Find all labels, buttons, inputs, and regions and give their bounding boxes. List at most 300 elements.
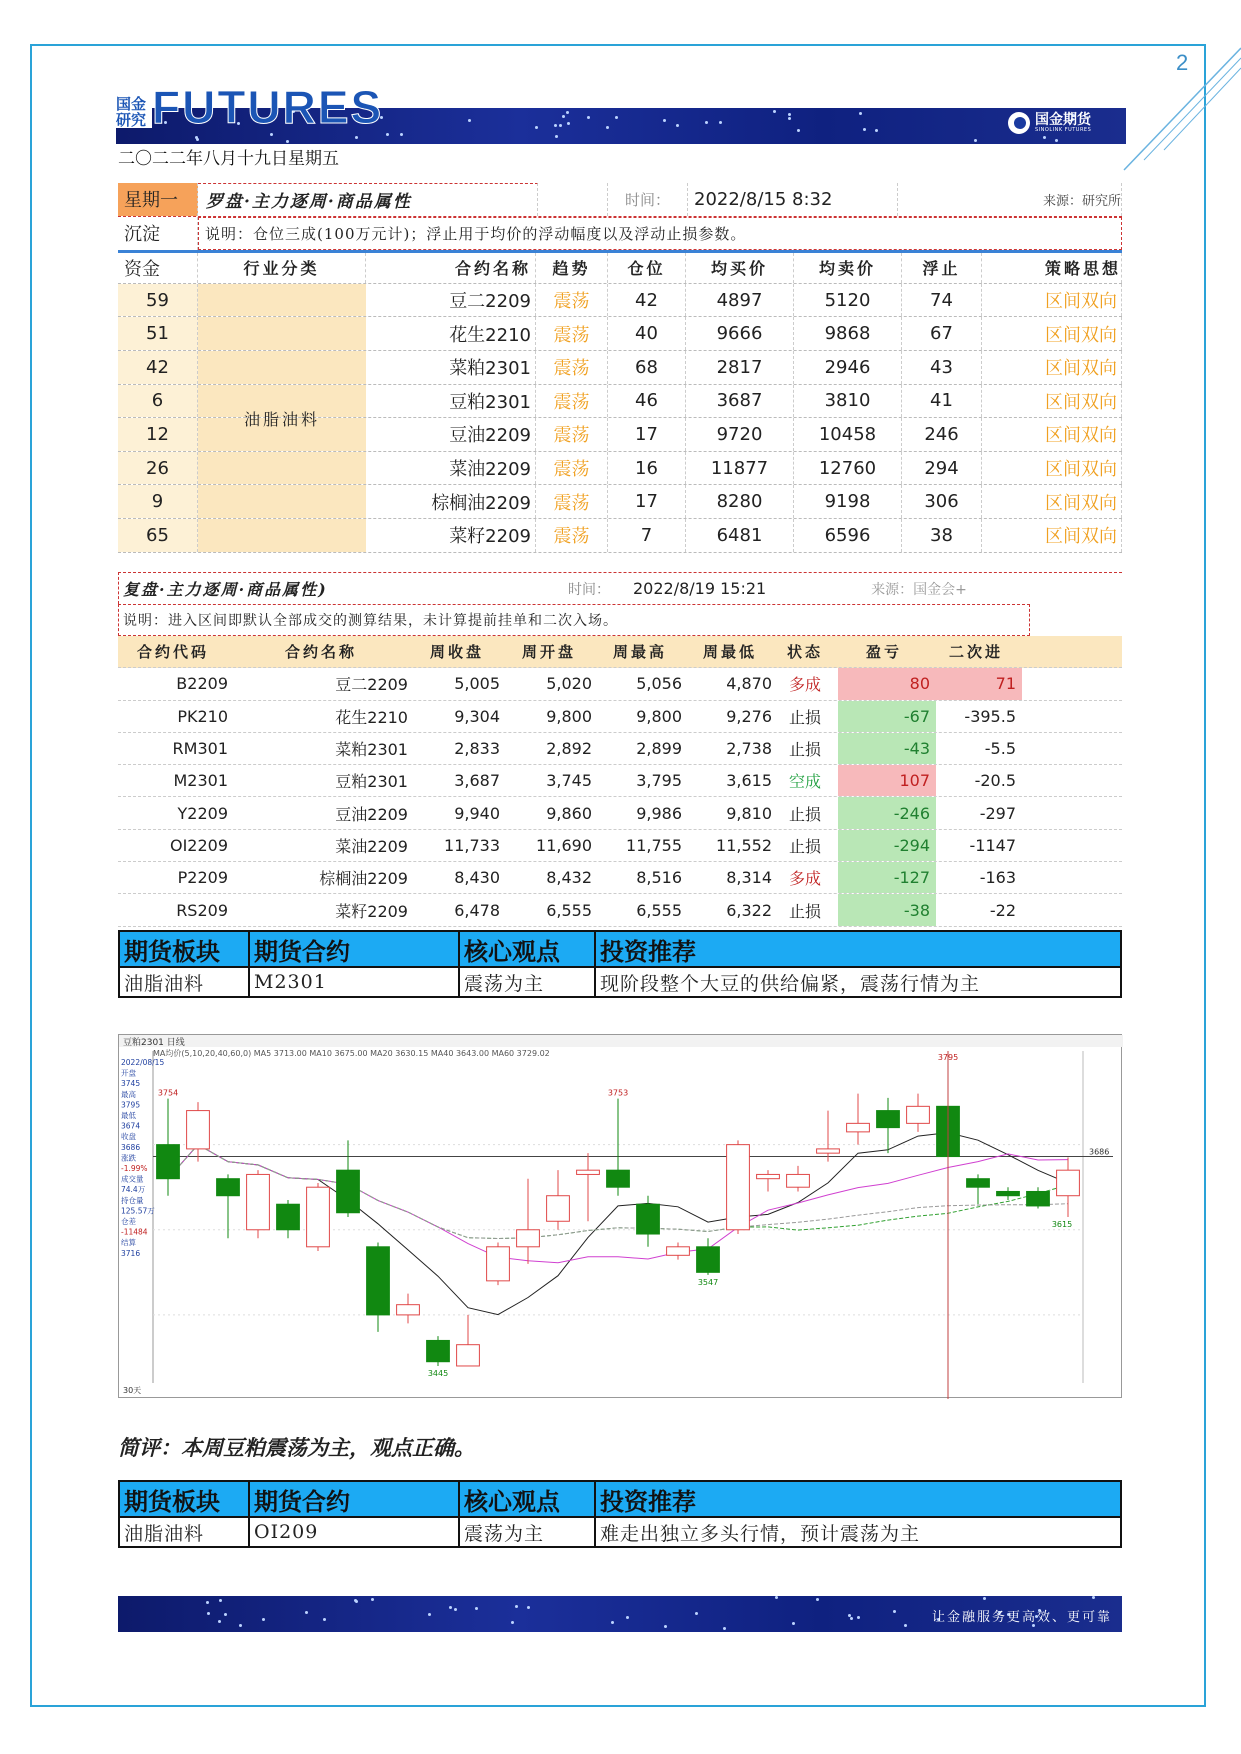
- star-dot: [562, 115, 565, 118]
- cell-close: 6,478: [454, 900, 500, 920]
- cell-trend: 震荡: [536, 485, 608, 518]
- cell-open: 8,432: [546, 868, 592, 888]
- cell-trend: 震荡: [536, 418, 608, 451]
- source: 来源：研究所: [898, 183, 1122, 216]
- table2-note: 说明：进入区间即默认全部成交的测算结果，未计算提前挂单和二次入场。: [118, 604, 1030, 636]
- page-number: 2: [1176, 50, 1189, 75]
- cell-strategy: 区间双向: [982, 385, 1122, 418]
- side-info-item: 125.57万: [121, 1206, 155, 1216]
- star-dot: [567, 122, 570, 125]
- cell-buy: 8280: [686, 485, 794, 518]
- cell-high: 9,986: [636, 803, 682, 823]
- cell-high: 6,555: [636, 900, 682, 920]
- candle-body: [1057, 1170, 1080, 1196]
- s2-contract: OI209: [250, 1518, 460, 1546]
- side-info-item: -1.99%: [121, 1164, 148, 1173]
- star-dot: [206, 1601, 209, 1604]
- candle-body: [607, 1170, 630, 1187]
- cell-close: 5,005: [454, 674, 500, 694]
- table1-row: [118, 351, 1122, 385]
- cell-pnl: 107: [838, 765, 936, 796]
- cell-group-bg: [198, 317, 366, 350]
- table2-row: [118, 862, 1122, 894]
- cell-name: 菜粕2301: [335, 740, 408, 760]
- star-dot: [400, 133, 403, 136]
- cell-group-bg: [198, 385, 366, 418]
- cell-trend: 震荡: [536, 317, 608, 350]
- table2-row: [118, 701, 1122, 733]
- star-dot: [515, 1605, 518, 1608]
- side-info-item: 3745: [121, 1079, 141, 1089]
- side-info-item: 2022/08/15: [121, 1058, 165, 1067]
- star-dot: [449, 1606, 452, 1609]
- side-info-item: 3716: [121, 1248, 141, 1258]
- cell-trend: 震荡: [536, 351, 608, 384]
- cell-stop: 67: [902, 317, 982, 350]
- candle-body: [907, 1106, 930, 1123]
- cell-code: RS209: [176, 900, 228, 920]
- cell-name: 棕榈油2209: [319, 869, 408, 889]
- weekly-compass-table: [118, 183, 1122, 553]
- s2-h-view: 核心观点: [460, 1482, 596, 1516]
- col-trend: 趋势: [536, 253, 608, 283]
- cell-strategy: 区间双向: [982, 418, 1122, 451]
- corner-decoration: [1120, 44, 1241, 174]
- candle-body: [787, 1174, 810, 1187]
- cell-stop: 306: [902, 485, 982, 518]
- candle-body: [397, 1305, 420, 1315]
- cell-sell: 10458: [794, 418, 902, 451]
- cell-second: -163: [979, 868, 1016, 888]
- candle-body: [337, 1170, 360, 1213]
- col-avg-sell: 均卖价: [794, 253, 902, 283]
- cell-status: 多成: [788, 869, 821, 889]
- side-info-item: 涨跌: [121, 1153, 136, 1163]
- cell-fund: 51: [118, 317, 198, 350]
- star-dot: [904, 1624, 907, 1627]
- cell-code: RM301: [172, 739, 228, 759]
- cell-second: -5.5: [984, 739, 1016, 759]
- col-avg-buy: 均买价: [686, 253, 794, 283]
- price-label: 3754: [157, 1088, 179, 1098]
- summary-box-1: [118, 930, 1122, 998]
- cell-fund: 59: [118, 284, 198, 317]
- cell-trend: 震荡: [536, 284, 608, 317]
- cell-stop: 41: [902, 385, 982, 418]
- cell-low: 6,322: [726, 900, 772, 920]
- col-position: 仓位: [608, 253, 686, 283]
- table1-row: [118, 385, 1122, 419]
- star-dot: [859, 112, 862, 115]
- star-dot: [611, 1621, 614, 1624]
- star-dot: [305, 1611, 308, 1614]
- cell-high: 8,516: [636, 868, 682, 888]
- table1-row: [118, 317, 1122, 351]
- cell-low: 11,552: [716, 835, 772, 855]
- price-label: 3615: [1051, 1220, 1073, 1229]
- star-dot: [850, 1617, 853, 1620]
- cell-sell: 3810: [794, 385, 902, 418]
- cell-fund: 42: [118, 351, 198, 384]
- cell-name: 菜籽2209: [335, 901, 408, 921]
- cell-strategy: 区间双向: [982, 351, 1122, 384]
- star-dot: [371, 1598, 374, 1601]
- star-dot: [207, 1612, 210, 1615]
- cell-group-bg: [198, 351, 366, 384]
- cell-code: M2301: [173, 771, 228, 791]
- weekly-review-table: [118, 572, 1122, 927]
- star-dot: [286, 140, 289, 143]
- cell-status: 空成: [788, 772, 821, 792]
- cell-low: 4,870: [726, 674, 772, 694]
- candle-body: [427, 1340, 450, 1361]
- cell-sell: 2946: [794, 351, 902, 384]
- cell-stop: 294: [902, 452, 982, 485]
- table1-row: [118, 418, 1122, 452]
- cell-strategy: 区间双向: [982, 317, 1122, 350]
- candle-body: [847, 1123, 870, 1132]
- candle-body: [817, 1149, 840, 1153]
- cell-strategy: 区间双向: [982, 284, 1122, 317]
- cell-second: -20.5: [974, 771, 1016, 791]
- candle-body: [1027, 1191, 1050, 1205]
- cell-name: 菜粕2301: [366, 351, 536, 384]
- cell-close: 11,733: [444, 835, 500, 855]
- cell-fund: 12: [118, 418, 198, 451]
- price-label: 3795: [937, 1052, 959, 1062]
- brand-en: FUTURES: [152, 81, 384, 133]
- star-dot: [983, 1597, 986, 1600]
- cell-name: 豆油2209: [366, 418, 536, 451]
- star-dot: [219, 1599, 222, 1602]
- candle-body: [187, 1111, 210, 1149]
- logo-sub: SINOLINK FUTURES: [1035, 127, 1092, 133]
- s1-h-sector: 期货板块: [120, 932, 250, 966]
- cell-name: 豆二2209: [366, 284, 536, 317]
- star-dot: [719, 121, 722, 124]
- table1-row: [118, 485, 1122, 519]
- s2-h-contract: 期货合约: [250, 1482, 460, 1516]
- cell-pos: 42: [608, 284, 686, 317]
- cell-pos: 7: [608, 519, 686, 552]
- cell-low: 8,314: [726, 868, 772, 888]
- s2-recommend: 难走出独立多头行情，预计震荡为主: [600, 1522, 921, 1545]
- cell-pos: 16: [608, 452, 686, 485]
- star-dot: [773, 110, 776, 113]
- star-dot: [468, 119, 471, 122]
- cell-sell: 9198: [794, 485, 902, 518]
- cell-close: 9,940: [454, 803, 500, 823]
- star-dot: [555, 135, 558, 138]
- star-dot: [587, 116, 590, 119]
- summary-box-2: [118, 1480, 1122, 1548]
- candle-body: [877, 1111, 900, 1128]
- cell-pos: 17: [608, 418, 686, 451]
- cell-stop: 38: [902, 519, 982, 552]
- cell-pos: 40: [608, 317, 686, 350]
- cell-pos: 68: [608, 351, 686, 384]
- company-logo: [1008, 112, 1091, 134]
- t2-col-header: 盈亏: [865, 643, 902, 662]
- cell-close: 9,304: [454, 706, 500, 726]
- chart-topbar: [119, 1035, 1123, 1047]
- t2-col-header: 合约名称: [284, 643, 357, 662]
- table1-title: 罗盘·主力逐周·商品属性: [198, 183, 538, 216]
- candle-body: [757, 1174, 780, 1178]
- cell-status: 止损: [788, 901, 821, 921]
- cell-open: 9,860: [546, 803, 592, 823]
- candle-body: [637, 1204, 660, 1234]
- source2: 来源：国金会+: [871, 581, 967, 598]
- s1-h-contract: 期货合约: [250, 932, 460, 966]
- price-label: 3547: [697, 1277, 719, 1287]
- cell-pnl: -127: [838, 862, 936, 893]
- s2-sector: 油脂油料: [120, 1518, 250, 1546]
- s2-h-recommend: 投资推荐: [600, 1486, 696, 1516]
- logo-icon: [1008, 112, 1030, 134]
- star-dot: [893, 1610, 896, 1613]
- cell-open: 9,800: [546, 706, 592, 726]
- cell-stop: 246: [902, 418, 982, 451]
- cell-name: 花生2210: [335, 707, 408, 727]
- s1-contract: M2301: [250, 968, 460, 996]
- cell-pnl: -43: [838, 733, 936, 764]
- col-contract: 合约名称: [366, 253, 536, 283]
- cell-status: 止损: [788, 707, 821, 727]
- cell-open: 11,690: [536, 835, 592, 855]
- cell-high: 11,755: [626, 835, 682, 855]
- brand-cn-line: 国金: [116, 95, 147, 113]
- star-dot: [875, 129, 878, 132]
- table2-row: [118, 830, 1122, 862]
- cell-pos: 46: [608, 385, 686, 418]
- cell-name: 菜油2209: [335, 836, 408, 856]
- last-price-label: 3686: [1089, 1147, 1110, 1157]
- logo-text: 国金期货: [1035, 112, 1091, 128]
- star-dot: [792, 1622, 795, 1625]
- table1-row: [118, 519, 1122, 553]
- candle-body: [307, 1187, 330, 1247]
- star-dot: [270, 133, 273, 136]
- candle-body: [997, 1191, 1020, 1195]
- cell-status: 多成: [788, 675, 821, 695]
- star-dot: [355, 1600, 358, 1603]
- side-info-item: -11484: [121, 1227, 148, 1237]
- star-dot: [797, 129, 800, 132]
- brand: [116, 81, 384, 133]
- star-dot: [974, 139, 977, 142]
- footer-banner: [118, 1596, 1122, 1632]
- cell-close: 8,430: [454, 868, 500, 888]
- cell-buy: 9720: [686, 418, 794, 451]
- side-info-item: 开盘: [121, 1068, 136, 1078]
- cell-buy: 6481: [686, 519, 794, 552]
- star-dot: [475, 1607, 478, 1610]
- cell-buy: 2817: [686, 351, 794, 384]
- star-dot: [663, 119, 666, 122]
- star-dot: [224, 1613, 227, 1616]
- cell-pnl: 80: [838, 668, 936, 699]
- star-dot: [554, 124, 557, 127]
- left-tag-1: 沉淀: [118, 217, 198, 251]
- cell-pnl: -246: [838, 797, 936, 828]
- cell-trend: 震荡: [536, 519, 608, 552]
- cell-low: 3,615: [726, 771, 772, 791]
- cell-group-bg: [198, 418, 366, 451]
- candle-body: [697, 1247, 720, 1273]
- cell-status: 止损: [788, 836, 821, 856]
- star-dot: [323, 1618, 326, 1621]
- t2-col-header: 合约代码: [136, 643, 209, 662]
- star-dot: [262, 1618, 265, 1621]
- cell-name: 豆粕2301: [335, 772, 408, 792]
- cell-strategy: 区间双向: [982, 452, 1122, 485]
- cell-strategy: 区间双向: [982, 485, 1122, 518]
- price-label: 3753: [607, 1088, 629, 1098]
- time-value: 2022/8/15 8:32: [688, 183, 898, 216]
- star-dot: [1043, 136, 1046, 139]
- cell-name: 棕榈油2209: [366, 485, 536, 518]
- cell-fund: 65: [118, 519, 198, 552]
- star-dot: [775, 1596, 778, 1599]
- cell-pos: 17: [608, 485, 686, 518]
- candle-body: [547, 1196, 570, 1222]
- table2-row: [118, 765, 1122, 797]
- cell-name: 菜籽2209: [366, 519, 536, 552]
- candle-body: [667, 1247, 690, 1256]
- side-info-item: 3795: [121, 1100, 141, 1110]
- time-label: 时间：: [608, 183, 688, 216]
- group-label: 油脂油料: [243, 409, 320, 429]
- side-info-item: 仓差: [121, 1217, 136, 1226]
- star-dot: [196, 138, 199, 141]
- brand-cn-line: 研究: [116, 111, 147, 129]
- price-label: 3445: [427, 1368, 449, 1378]
- star-dot: [1055, 139, 1058, 142]
- cell-buy: 3687: [686, 385, 794, 418]
- cell-open: 5,020: [546, 674, 592, 694]
- side-info-item: 最高: [121, 1089, 136, 1099]
- chart-title: 豆粕2301 日线: [123, 1038, 185, 1048]
- star-dot: [239, 1624, 242, 1627]
- s1-h-view: 核心观点: [460, 932, 596, 966]
- cell-sell: 6596: [794, 519, 902, 552]
- cell-group-bg: [198, 452, 366, 485]
- cell-group-bg: [198, 485, 366, 518]
- candle-body: [247, 1174, 270, 1229]
- cell-open: 3,745: [546, 771, 592, 791]
- cell-low: 9,276: [726, 706, 772, 726]
- cell-code: B2209: [176, 674, 228, 694]
- cell-second: -395.5: [964, 706, 1016, 726]
- star-dot: [816, 1598, 819, 1601]
- cell-high: 3,795: [636, 771, 682, 791]
- cell-trend: 震荡: [536, 452, 608, 485]
- table2-row: [118, 668, 1122, 700]
- candle-body: [727, 1145, 750, 1230]
- cell-group-bg: [198, 284, 366, 317]
- col-strategy: 策略思想: [982, 253, 1122, 283]
- bottom-label: 30天: [123, 1386, 142, 1395]
- star-dot: [788, 113, 791, 116]
- s2-h-sector: 期货板块: [120, 1482, 250, 1516]
- cell-strategy: 区间双向: [982, 519, 1122, 552]
- table1-row: [118, 452, 1122, 486]
- report-date: 二〇二二年八月十九日星期五: [118, 149, 339, 169]
- candle-body: [577, 1170, 600, 1174]
- star-dot: [527, 1606, 530, 1609]
- star-dot: [218, 1620, 221, 1623]
- candle-body: [967, 1179, 990, 1188]
- cell-trend: 震荡: [536, 385, 608, 418]
- table1-note: 说明：仓位三成(100万元计)；浮止用于均价的浮动幅度以及浮动止损参数。: [198, 217, 1122, 251]
- s1-view: 震荡为主: [460, 968, 596, 996]
- candle-body: [217, 1179, 240, 1196]
- side-info-item: 持仓量: [121, 1195, 144, 1205]
- footer-slogan: 让金融服务更高效、更可靠: [931, 1610, 1112, 1625]
- cell-code: PK210: [177, 706, 228, 726]
- side-info-item: 74.4万: [121, 1185, 146, 1195]
- cell-pnl: -294: [838, 830, 936, 861]
- cell-high: 2,899: [636, 739, 682, 759]
- star-dot: [559, 124, 562, 127]
- table2-row: [118, 733, 1122, 765]
- cell-close: 3,687: [454, 771, 500, 791]
- s1-recommend: 现阶段整个大豆的供给偏紧，震荡行情为主: [600, 972, 981, 995]
- col-float-stop: 浮止: [902, 253, 982, 283]
- table2-row: [118, 797, 1122, 829]
- candle-body: [157, 1145, 180, 1179]
- cell-second: 71: [936, 668, 1022, 699]
- brand-cn: [116, 96, 152, 128]
- candlestick-chart: [118, 1034, 1122, 1398]
- left-tag-2: 资金: [118, 253, 198, 283]
- cell-buy: 11877: [686, 452, 794, 485]
- side-info-item: 成交量: [121, 1174, 144, 1184]
- star-dot: [615, 116, 618, 119]
- star-dot: [511, 1621, 514, 1624]
- cell-name: 花生2210: [366, 317, 536, 350]
- cell-name: 豆粕2301: [366, 385, 536, 418]
- cell-name: 菜油2209: [366, 452, 536, 485]
- candle-body: [517, 1230, 540, 1247]
- table1-row: [118, 284, 1122, 318]
- cell-open: 6,555: [546, 900, 592, 920]
- candle-body: [277, 1204, 300, 1230]
- cell-sell: 5120: [794, 284, 902, 317]
- day-tag: 星期一: [118, 183, 198, 216]
- cell-fund: 6: [118, 385, 198, 418]
- cell-code: P2209: [177, 868, 228, 888]
- side-info-item: 3674: [121, 1121, 141, 1131]
- star-dot: [857, 1616, 860, 1619]
- comment: 简评：本周豆粕震荡为主，观点正确。: [118, 1436, 475, 1460]
- time2-label: 时间：: [568, 581, 610, 598]
- ma-legend: MA均价(5,10,20,40,60,0) MA5 3713.00 MA10 3675.00 MA20 3630.15 MA40 3643.00 MA60 3729.02: [153, 1049, 550, 1058]
- s1-sector: 油脂油料: [120, 968, 250, 996]
- star-dot: [723, 1627, 726, 1630]
- star-dot: [386, 133, 389, 136]
- cell-name: 豆二2209: [335, 675, 408, 695]
- chart-svg: [119, 1035, 1123, 1399]
- table2-header: [118, 636, 1122, 668]
- cell-sell: 12760: [794, 452, 902, 485]
- cell-low: 9,810: [726, 803, 772, 823]
- cell-stop: 43: [902, 351, 982, 384]
- cell-fund: 9: [118, 485, 198, 518]
- cell-close: 2,833: [454, 739, 500, 759]
- cell-sell: 9868: [794, 317, 902, 350]
